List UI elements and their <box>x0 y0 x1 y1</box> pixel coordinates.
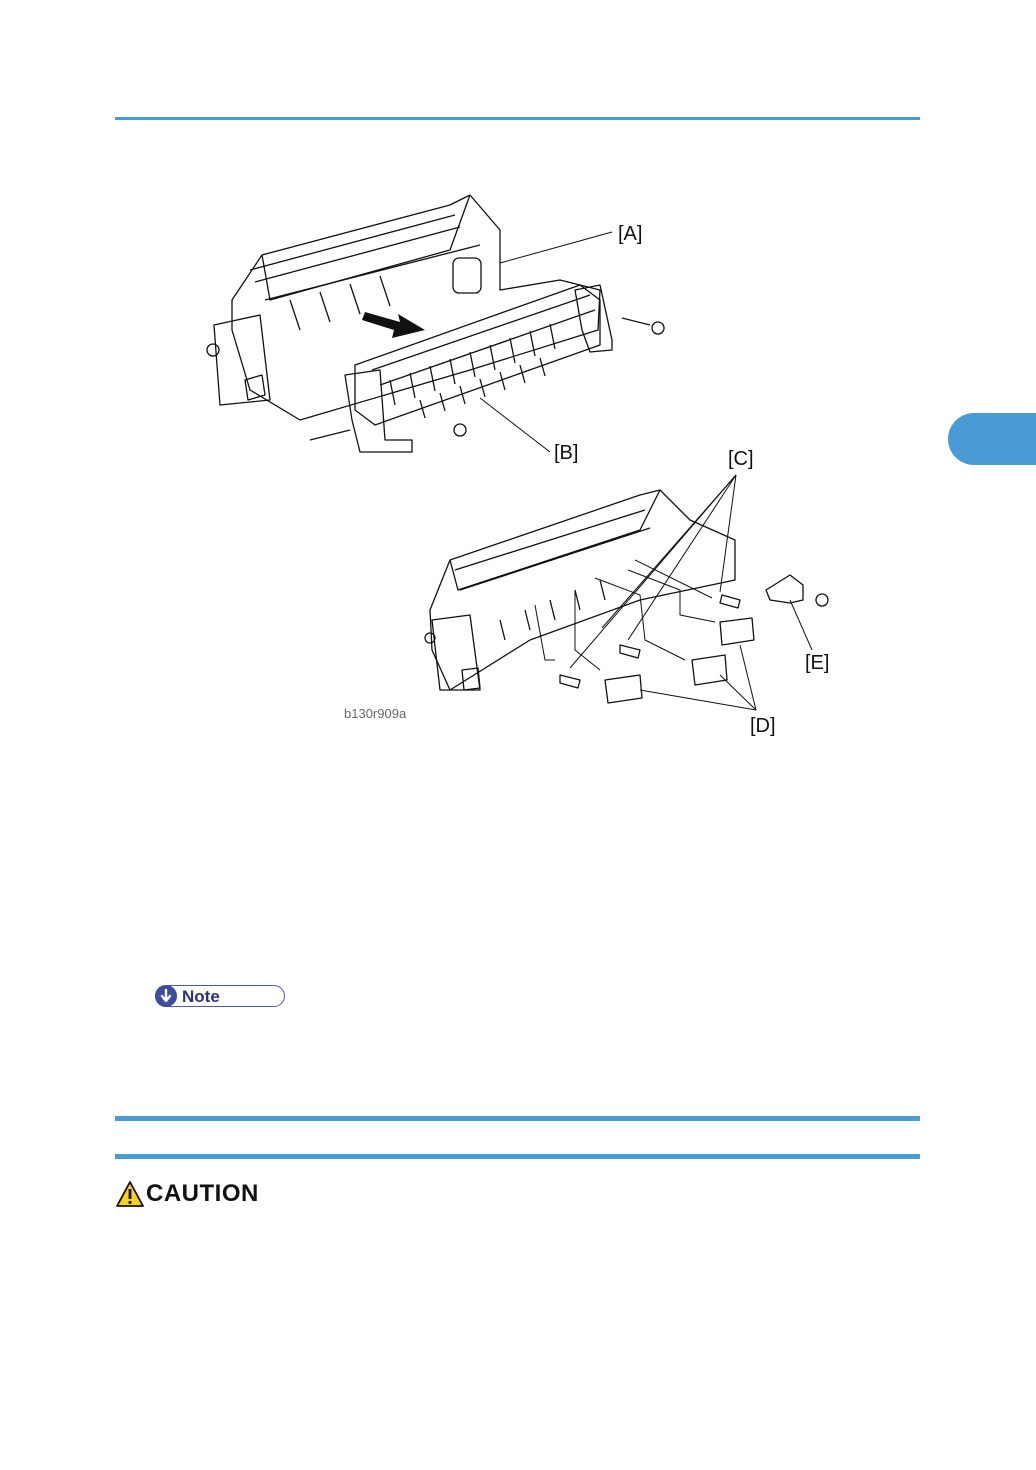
exploded-parts <box>535 560 828 703</box>
section-rule-bottom <box>115 1154 920 1159</box>
callout-c: [C] <box>728 448 754 470</box>
callout-e: [E] <box>805 652 830 674</box>
guide-plate-assembly <box>425 490 735 690</box>
callout-a: [A] <box>618 223 643 245</box>
down-arrow-icon <box>155 985 177 1007</box>
caution-heading <box>115 1180 259 1208</box>
section-rule-top <box>115 1116 920 1121</box>
chapter-tab <box>948 413 1036 465</box>
note-label: Note <box>182 987 220 1006</box>
fusing-unit-body-lower <box>310 285 664 452</box>
header-rule <box>115 117 920 120</box>
note-badge <box>155 985 285 1007</box>
figure-id: b130r909a <box>344 706 407 721</box>
callout-b: [B] <box>554 442 579 464</box>
callout-d: [D] <box>750 715 776 737</box>
warning-triangle-icon <box>115 1180 145 1208</box>
fusing-unit-body-upper <box>207 195 600 420</box>
caution-label: CAUTION <box>146 1180 259 1207</box>
